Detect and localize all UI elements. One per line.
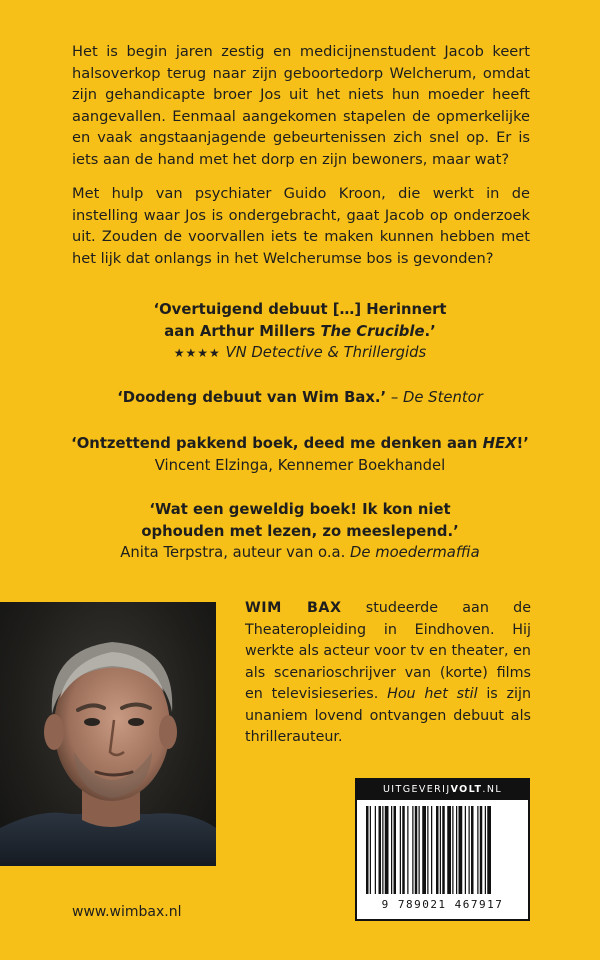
barcode-stripe [402,806,405,894]
barcode-stripe [391,806,392,894]
blurb-paragraph-1: Het is begin jaren zestig en medicijnenstudent Jacob keert halsoverkop terug naar zijn geboortedorp Welcherum, omdat zijn gehandicapte broer Jos uit het niets hun moeder heeft aangevallen. Eenmaal aangekomen stapelen de opmerkelijke en vaak angstaanjagende gebeurtenissen zich snel op. Er is iets aan de hand met het dorp en zijn bewoners, maar wat? [72,43,530,168]
barcode-bars [366,806,519,894]
barcode-stripe [366,806,369,894]
publisher-prefix: UITGEVERIJ [382,784,451,795]
quote-3-text-a: ‘Ontzettend pakkend boek, deed me denken aan [71,435,483,452]
barcode-stripe [465,806,466,894]
bio-text-a: studeerde aan de Theateropleiding in Eindhoven. Hij werkte als acteur voor tv en theater, en als scenarioschrijver van (korte) films en televisieseries. [245,600,532,702]
barcode-stripe [431,806,432,894]
barcode-stripe [447,806,451,894]
barcode-box [355,778,530,921]
quote-1-line-1: ‘Overtuigend debuut […] Herinnert [153,301,447,318]
quote-2-source: De Stentor [402,389,483,406]
author-bio [245,598,531,749]
rating-stars: ★★★★ [173,346,221,360]
quote-4-source-title: De moedermaffia [350,544,480,561]
quote-1-source: VN Detective & Thrillergids [225,344,427,361]
barcode-stripe [385,806,389,894]
quote-2-separator: – [386,389,403,406]
barcode-stripe [412,806,413,894]
author-website: www.wimbax.nl [72,904,182,920]
barcode-stripe [469,806,470,894]
review-quote-4 [40,499,560,564]
barcode-stripe [379,806,382,894]
quote-4-line-2: ophouden met lezen, zo meeslepend.’ [141,522,459,540]
barcode-stripe [407,806,408,894]
barcode-stripe [485,806,486,894]
quote-3-text-b: !’ [516,435,529,452]
barcode-stripe [452,806,453,894]
author-name: WIM BAX [245,600,342,616]
barcode-stripe [382,806,383,894]
barcode-stripe [471,806,474,894]
barcode-stripe [400,806,401,894]
barcode-stripe [442,806,445,894]
barcode-stripe [419,806,420,894]
isbn-number: 9 789021 467917 [381,898,504,911]
quote-4-source: Anita Terpstra, auteur van o.a. [120,544,351,561]
barcode-stripe [422,806,426,894]
barcode-stripe [415,806,418,894]
barcode-stripe [459,806,463,894]
quote-1-line-2a: aan Arthur Millers [164,322,321,340]
barcode-stripe [440,806,441,894]
bio-text-b: is zijn unaniem lovend ontvangen debuut als thrillerauteur. [245,686,531,745]
barcode-stripe [370,806,371,894]
barcode-stripe [477,806,478,894]
barcode-stripe [427,806,428,894]
review-quote-2 [40,387,560,409]
quote-1-line-2b: .’ [424,322,436,340]
publisher-brand: VOLT [450,784,483,795]
author-portrait-illustration [0,602,216,866]
quote-3-source: Vincent Elzinga, Kennemer Boekhandel [154,456,446,474]
barcode-stripe [487,806,491,894]
review-quote-3 [40,433,560,476]
quote-2-text: ‘Doodeng debuut van Wim Bax.’ [117,389,387,406]
blurb-paragraph-2: Met hulp van psychiater Guido Kroon, die werkt in de instelling waar Jos is ondergebracht, gaat Jacob op onderzoek uit. Zouden de voorvallen iets te maken kunnen hebben met het lijk dat onlangs in het Welcherumse bos is gevonden? [72,185,530,267]
publisher-label [357,780,528,800]
publisher-suffix: .NL [482,784,503,795]
quote-3-title: HEX [482,435,517,452]
barcode-stripe [375,806,376,894]
quote-1-title: The Crucible [320,322,425,340]
barcode-stripe [394,806,397,894]
barcode-stripe [480,806,483,894]
barcode-stripe [436,806,439,894]
author-photo [0,602,216,866]
review-quote-1 [40,299,560,365]
bio-book-title: Hou het stil [387,686,478,702]
barcode-stripe [456,806,457,894]
quote-4-line-1: ‘Wat een geweldig boek! Ik kon niet [149,501,451,518]
